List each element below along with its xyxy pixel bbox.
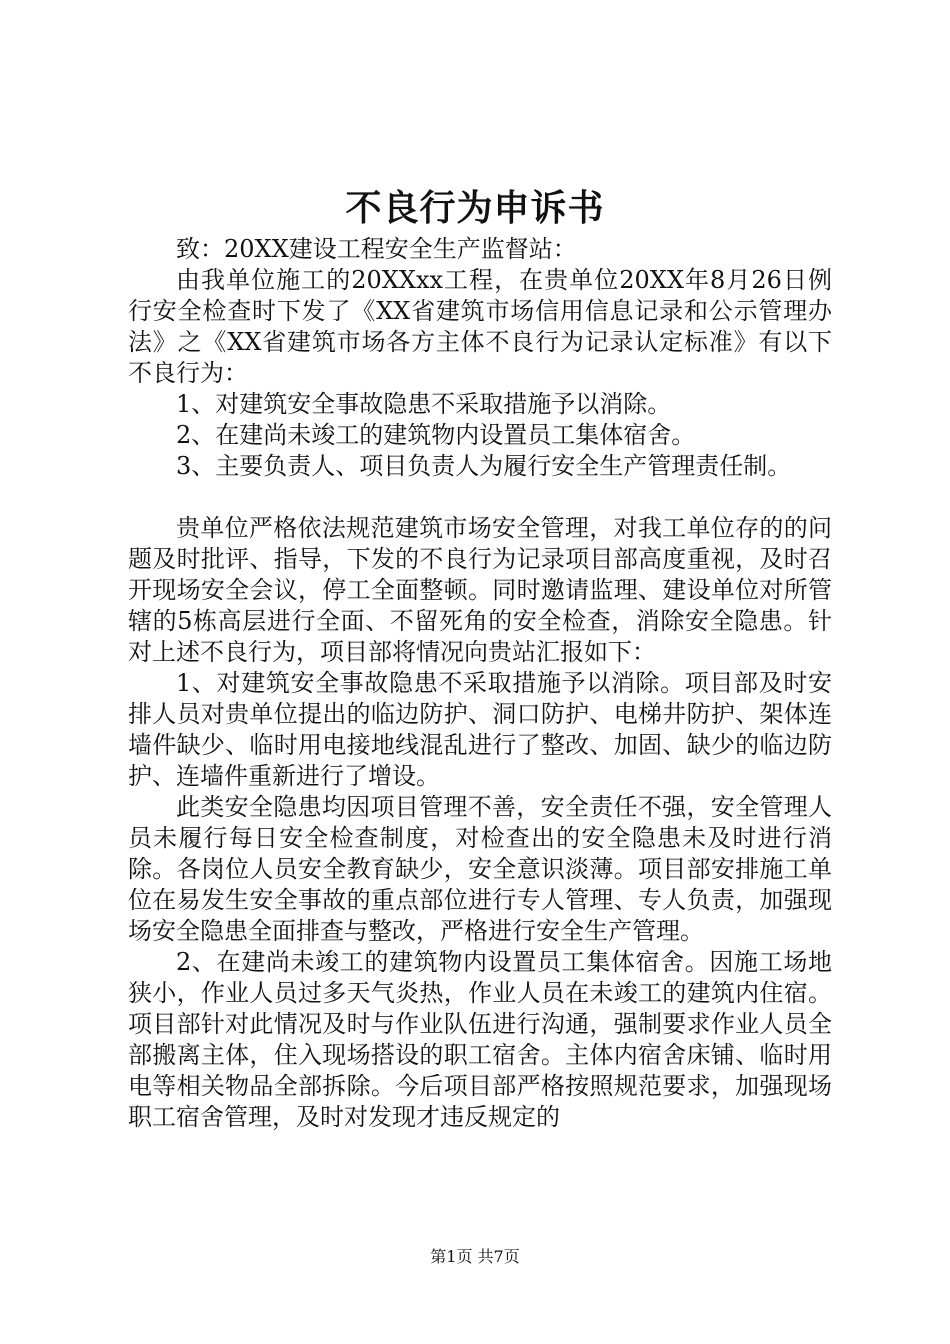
- body-paragraph: 2、在建尚未竣工的建筑物内设置员工集体宿舍。因施工场地狭小，作业人员过多天气炎热，作业人员在未竣工的建筑内住宿。项目部针对此情况及时与作业队伍进行沟通，强制要求作业人员全部搬离主体，住入现场搭设的职工宿舍。主体内宿舍床铺、临时用电等相关物品全部拆除。今后项目部严格按照规范要求，加强现场职工宿舍管理，及时对发现才违反规定的: [128, 948, 832, 1131]
- salutation: 致：20XX建设工程安全生产监督站：: [176, 235, 577, 263]
- document-body: [128, 234, 832, 1133]
- list-item: 3、主要负责人、项目负责人为履行安全生产管理责任制。: [176, 452, 792, 480]
- body-paragraph: 此类安全隐患均因项目管理不善，安全责任不强，安全管理人员未履行每日安全检查制度，对检查出的安全隐患未及时进行消除。各岗位人员安全教育缺少，安全意识淡薄。项目部安排施工单位在易发生安全事故的重点部位进行专人管理、专人负责，加强现场安全隐患全面排查与整改，严格进行安全生产管理。: [128, 793, 832, 945]
- list-item: 1、对建筑安全事故隐患不采取措施予以消除。: [176, 390, 672, 418]
- document-title: 不良行为申诉书: [345, 187, 605, 229]
- page-footer: 第1页 共7页: [430, 1247, 520, 1266]
- body-paragraph: 1、对建筑安全事故隐患不采取措施予以消除。项目部及时安排人员对贵单位提出的临边防护、洞口防护、电梯井防护、架体连墙件缺少、临时用电接地线混乱进行了整改、加固、缺少的临边防护、连墙件重新进行了增设。: [128, 669, 832, 790]
- list-item: 2、在建尚未竣工的建筑物内设置员工集体宿舍。: [176, 421, 696, 449]
- body-paragraph: 贵单位严格依法规范建筑市场安全管理，对我工单位存的的问题及时批评、指导，下发的不良行为记录项目部高度重视，及时召开现场安全会议，停工全面整顿。同时邀请监理、建设单位对所管辖的5栋高层进行全面、不留死角的安全检查，消除安全隐患。针对上述不良行为，项目部将情况向贵站汇报如下：: [128, 514, 832, 666]
- body-paragraph: 由我单位施工的20XXxx工程，在贵单位20XX年8月26日例行安全检查时下发了《XX省建筑市场信用信息记录和公示管理办法》之《XX省建筑市场各方主体不良行为记录认定标准》有以下不良行为：: [128, 266, 832, 387]
